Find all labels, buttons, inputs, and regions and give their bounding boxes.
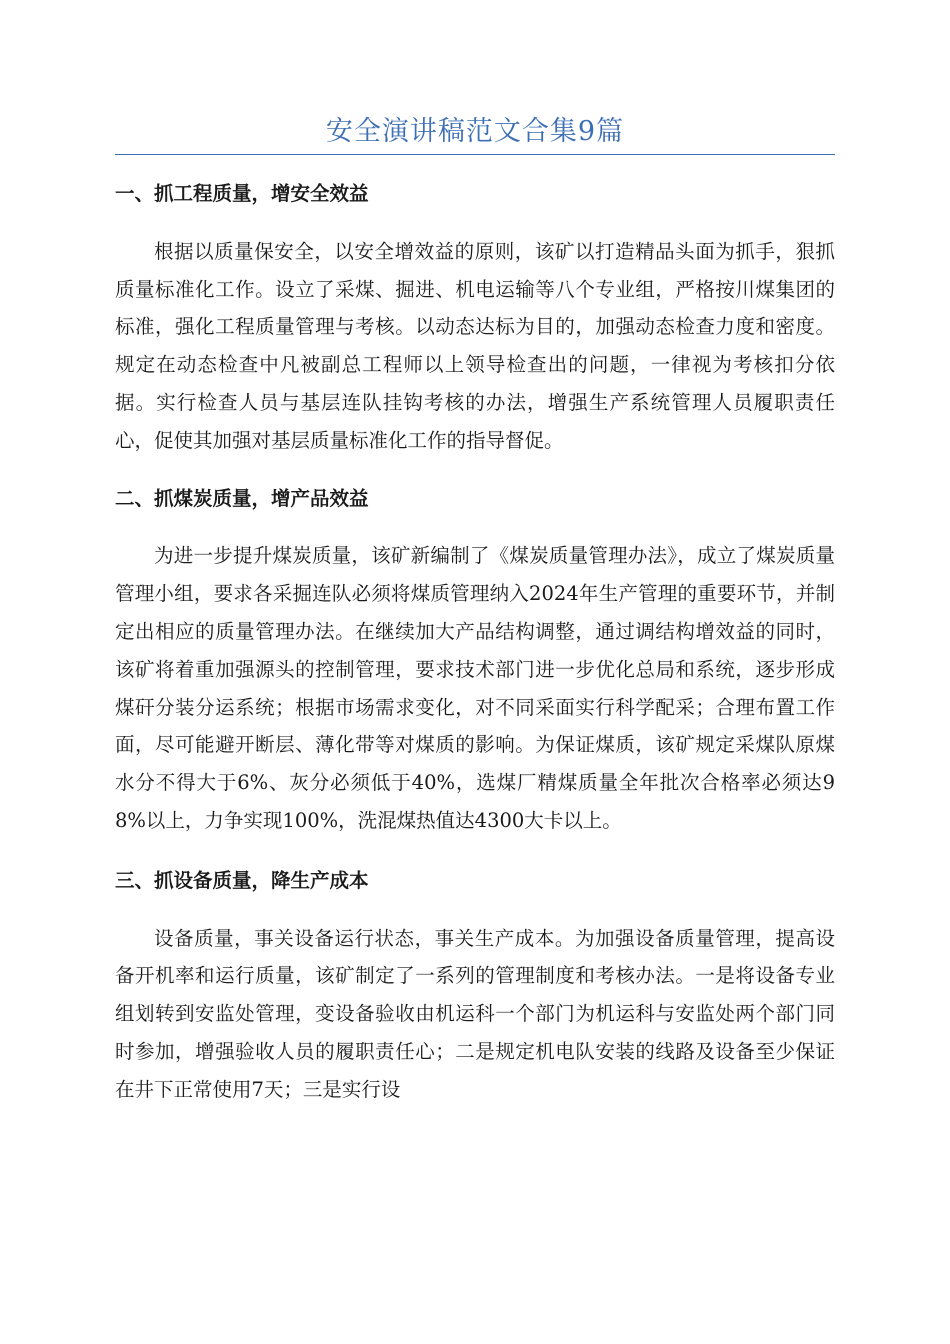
section-paragraph: 设备质量，事关设备运行状态，事关生产成本。为加强设备质量管理，提高设备开机率和运行质量，该矿制定了一系列的管理制度和考核办法。一是将设备专业组划转到安监处管理，变设备验收由机运科一个部门为机运科与安监处两个部门同时参加，增强验收人员的履职责任心；二是规定机电队安装的线路及设备至少保证在井下正常使用7天；三是实行设 [115,926,835,1101]
section-paragraph: 根据以质量保安全，以安全增效益的原则，该矿以打造精品头面为抓手，狠抓质量标准化工作。设立了采煤、掘进、机电运输等八个专业组，严格按川煤集团的标准，强化工程质量管理与考核。以动态达标为目的，加强动态检查力度和密度。规定在动态检查中凡被副总工程师以上领导检查出的问题，一律视为考核扣分依据。实行检查人员与基层连队挂钩考核的办法，增强生产系统管理人员履职责任心，促使其加强对基层质量标准化工作的指导督促。 [115,239,835,452]
title-underline [115,154,835,155]
section-paragraph: 为进一步提升煤炭质量，该矿新编制了《煤炭质量管理办法》，成立了煤炭质量管理小组，要求各采掘连队必须将煤质管理纳入2024年生产管理的重要环节，并制定出相应的质量管理办法。在继续加大产品结构调整，通过调结构增效益的同时，该矿将着重加强源头的控制管理，要求技术部门进一步优化总局和系统，逐步形成煤矸分装分运系统；根据市场需求变化，对不同采面实行科学配采；合理布置工作面，尽可能避开断层、薄化带等对煤质的影响。为保证煤质，该矿规定采煤队原煤水分不得大于6%、灰分必须低于40%，选煤厂精煤质量全年批次合格率必须达98%以上，力争实现100%，洗混煤热值达4300大卡以上。 [115,544,835,832]
document-title: 安全演讲稿范文合集9篇 [325,116,625,147]
section-1 [115,175,835,460]
section-heading: 一、抓工程质量，增安全效益 [115,182,369,205]
section-heading: 二、抓煤炭质量，增产品效益 [115,486,369,510]
document-body [115,175,835,1109]
section-2 [115,480,835,840]
section-3 [115,862,835,1109]
section-heading: 三、抓设备质量，降生产成本 [115,868,369,892]
